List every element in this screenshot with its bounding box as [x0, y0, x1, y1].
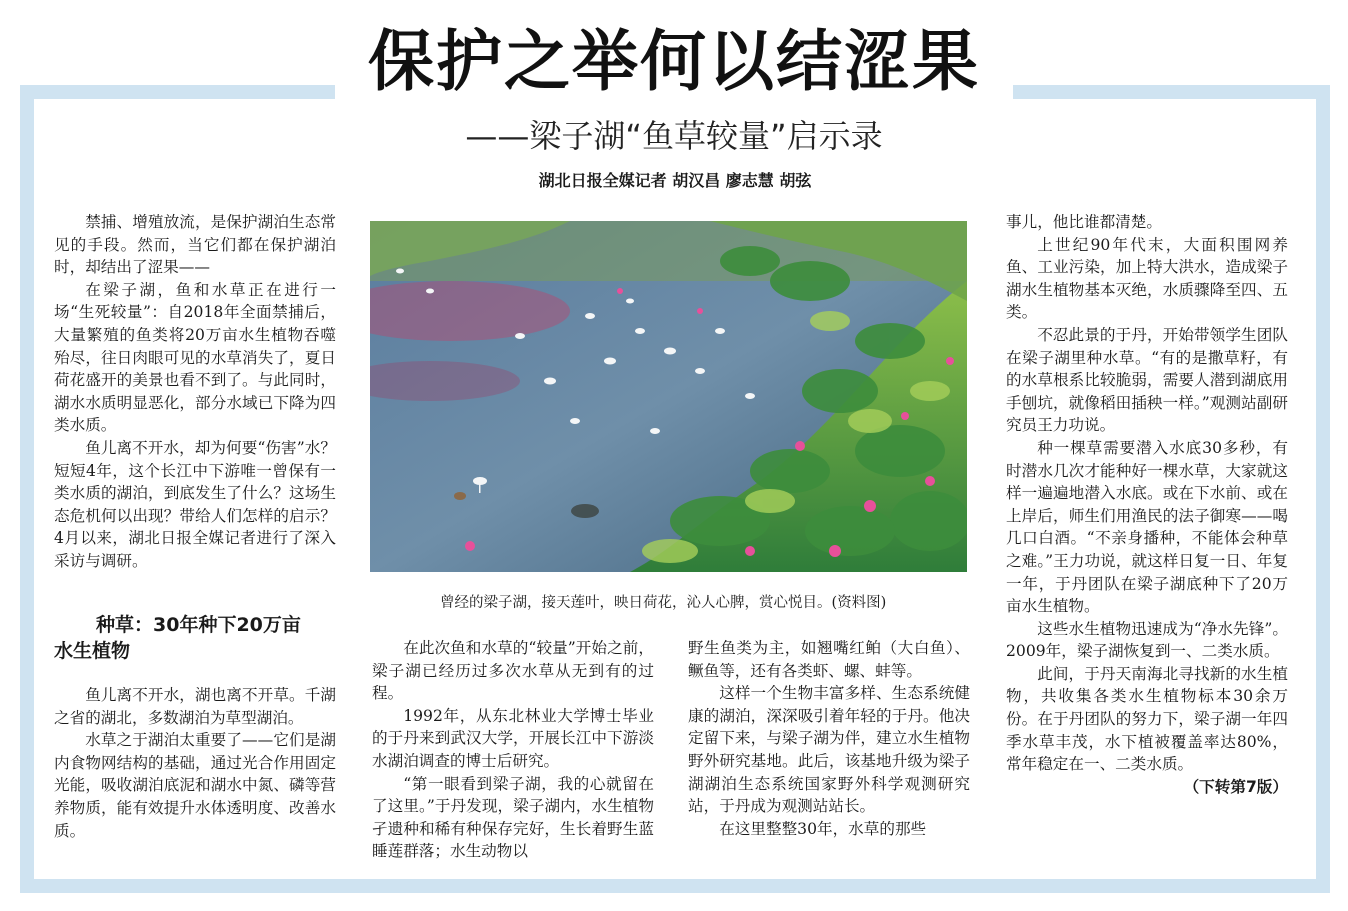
- body-paragraph: 这样一个生物丰富多样、生态系统健康的湖泊，深深吸引着年轻的于丹。他决定留下来，与梁子湖为伴，建立水生植物野外研究基地。此后，该基地升级为梁子湖湖泊生态系统国家野外科学观测研究站，于丹成为观测站站长。: [688, 684, 970, 816]
- section-heading-line1: 种草：30年种下20万亩: [96, 614, 301, 636]
- lake-photo-illustration: [370, 221, 967, 572]
- frame-top-right: [1013, 85, 1330, 99]
- continued-on-page-7[interactable]: （下转第7版）: [1183, 777, 1288, 796]
- photo-caption: 曾经的梁子湖，接天莲叶，映日荷花，沁人心脾，赏心悦目。(资料图): [440, 595, 887, 611]
- lead-paragraph: 禁捕、增殖放流，是保护湖泊生态常见的手段。然而，当它们都在保护湖泊时，却结出了涩果——: [54, 213, 336, 277]
- column4: [1006, 211, 1288, 798]
- headline-subtitle: ——梁子湖“鱼草较量”启示录: [465, 117, 883, 155]
- body-paragraph: 水草之于湖泊太重要了——它们是湖内食物网结构的基础，通过光合作用固定光能，吸收湖泊底泥和湖水中氮、磷等营养物质，能有效提升水体透明度、改善水质。: [54, 731, 336, 840]
- frame-left: [20, 85, 34, 893]
- final-paragraph-text: 此间，于丹天南海北寻找新的水生植物，共收集各类水生植物标本30余万份。在于丹团队的努力下，梁子湖一年四季水草丰茂，水下植被覆盖率达80%，常年稳定在一、二类水质。: [1006, 664, 1288, 774]
- body-paragraph: [1006, 663, 1288, 796]
- byline: 湖北日报全媒记者 胡汉昌 廖志慧 胡弦: [538, 171, 812, 190]
- body-paragraph: “第一眼看到梁子湖，我的心就留在了这里。”于丹发现，梁子湖内，水生植物孑遗种和稀有种保存完好，生长着野生蓝睡莲群落；水生动物以: [372, 774, 654, 861]
- body-paragraph: 野生鱼类为主，如翘嘴红鲌（大白鱼）、鳜鱼等，还有各类虾、螺、蚌等。: [688, 639, 970, 680]
- column3: [688, 637, 970, 840]
- frame-bottom: [20, 879, 1330, 893]
- section-heading-line2: 水生植物: [54, 640, 131, 662]
- body-paragraph: 种一棵草需要潜入水底30多秒，有时潜水几次才能种好一棵水草，大家就这样一遍遍地潜入水底。或在下水前、或在上岸后，师生们用渔民的法子御寒——喝几口白酒。“不亲身播种，不能体会种草之难。”王力功说，就这样日复一日、年复一年，于丹团队在梁子湖底种下了20万亩水生植物。: [1006, 438, 1288, 616]
- body-paragraph: 这些水生植物迅速成为“净水先锋”。2009年，梁子湖恢复到一、二类水质。: [1006, 619, 1288, 661]
- column2: [372, 637, 654, 863]
- column1-body: [54, 684, 336, 842]
- frame-top-left: [20, 85, 335, 99]
- body-paragraph: 在这里整整30年，水草的那些: [719, 819, 927, 838]
- body-paragraph: 不忍此景的于丹，开始带领学生团队在梁子湖里种水草。“有的是撒草籽，有的水草根系比较脆弱，需要人潜到湖底用手刨坑，就像稻田插秧一样。”观测站副研究员王力功说。: [1006, 325, 1288, 435]
- body-paragraph: 事儿，他比谁都清楚。: [1006, 213, 1162, 231]
- section-heading: [54, 612, 344, 664]
- lake-photo: [370, 221, 967, 572]
- body-paragraph: 在此次鱼和水草的“较量”开始之前，梁子湖已经历过多次水草从无到有的过程。: [372, 639, 654, 703]
- body-paragraph: 鱼儿离不开水，湖也离不开草。千湖之省的湖北，多数湖泊为草型湖泊。: [54, 686, 336, 727]
- lead-paragraph: 鱼儿离不开水，却为何要“伤害”水？短短4年，这个长江中下游唯一曾保有一类水质的湖泊，到底发生了什么？这场生态危机何以出现？带给人们怎样的启示？4月以来，湖北日报全媒记者进行了深入采访与调研。: [54, 438, 336, 570]
- body-paragraph: 1992年，从东北林业大学博士毕业的于丹来到武汉大学，开展长江中下游淡水湖泊调查的博士后研究。: [372, 706, 654, 770]
- headline-title: 保护之举何以结涩果: [368, 23, 980, 100]
- body-paragraph: 上世纪90年代末，大面积围网养鱼、工业污染，加上特大洪水，造成梁子湖水生植物基本灭绝，水质骤降至四、五类。: [1006, 235, 1288, 322]
- frame-right: [1316, 85, 1330, 893]
- lead-column: [54, 211, 336, 573]
- lead-paragraph: 在梁子湖，鱼和水草正在进行一场“生死较量”：自2018年全面禁捕后，大量繁殖的鱼类将20万亩水生植物吞噬殆尽，往日肉眼可见的水草消失了，夏日荷花盛开的美景也看不到了。与此同时，湖水水质明显恶化，部分水域已下降为四类水质。: [54, 280, 336, 435]
